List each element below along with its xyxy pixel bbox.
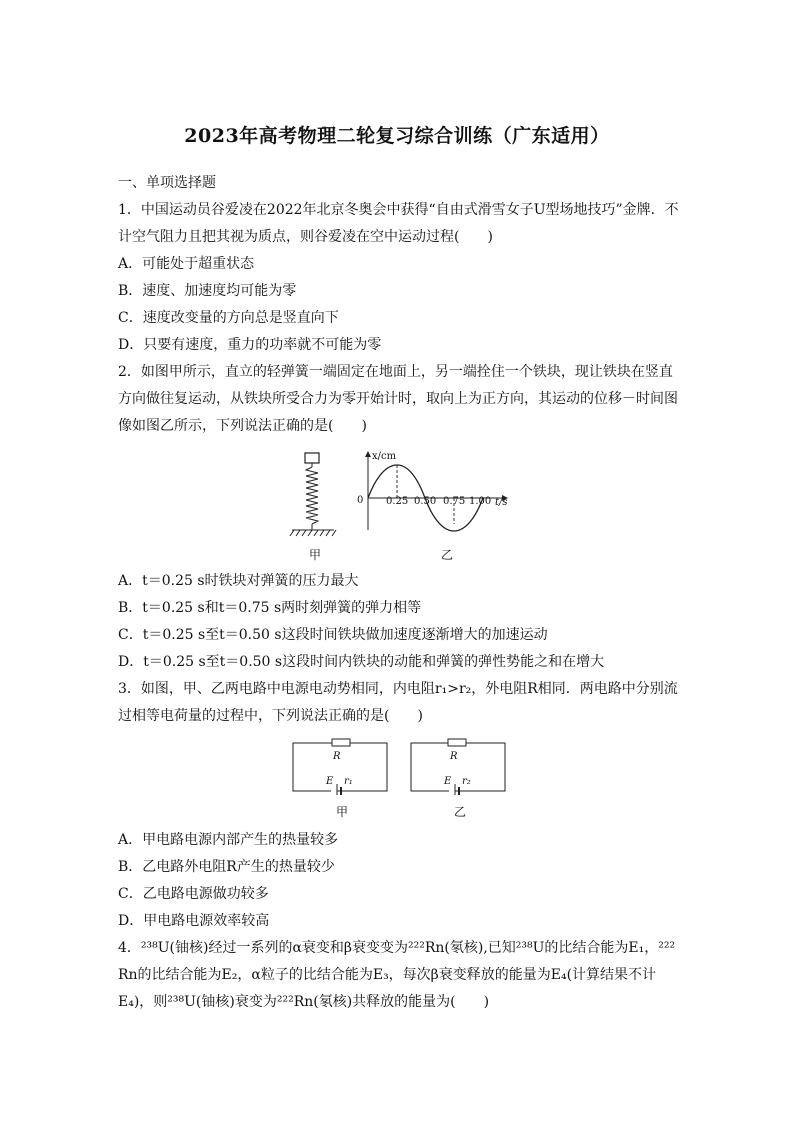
q1-stem-line1: 1．中国运动员谷爱凌在2022年北京冬奥会中获得“自由式滑雪女子U型场地技巧”金牌．不 xyxy=(118,202,679,218)
section-heading: 一、单项选择题 xyxy=(118,175,216,191)
fig3-caption-left: 甲 xyxy=(336,805,349,819)
q1-option-d: D．只要有速度，重力的功率就不可能为零 xyxy=(118,337,382,353)
emf-label: E xyxy=(326,776,334,787)
q1-stem-line2: 计空气阻力且把其视为质点，则谷爱凌在空中运动过程( ) xyxy=(118,229,493,245)
q4-stem-line3: E₄)，则²³⁸U(铀核)衰变为²²²Rn(氡核)共释放的能量为( ) xyxy=(118,994,490,1010)
resistor-r xyxy=(332,739,350,746)
resistor-label: R xyxy=(333,751,341,762)
q3-option-b: B．乙电路外电阻R产生的热量较少 xyxy=(118,859,335,875)
q3-option-c: C．乙电路电源做功较多 xyxy=(118,886,269,902)
q2-option-d: D．t＝0.25 s至t＝0.50 s这段时间内铁块的动能和弹簧的弹性势能之和在增大 xyxy=(118,654,605,670)
q2-option-a: A．t＝0.25 s时铁块对弹簧的压力最大 xyxy=(118,573,359,589)
y-axis-label: x/cm xyxy=(372,451,397,462)
spring-coil xyxy=(306,467,318,524)
q1-option-c: C．速度改变量的方向总是竖直向下 xyxy=(118,310,339,326)
q4-stem-line1: 4．²³⁸U(铀核)经过一系列的α衰变和β衰变变为²²²Rn(氡核),已知²³⁸U的比结合能为E₁，²²² xyxy=(118,940,676,956)
spring-block-figure xyxy=(280,450,350,545)
q3-option-d: D．甲电路电源效率较高 xyxy=(118,913,270,929)
resistor-label: R xyxy=(450,751,458,762)
circuit-wire xyxy=(411,743,505,791)
fig2-caption-right: 乙 xyxy=(441,548,454,562)
tick-0-75: 0.75 xyxy=(443,496,466,507)
q3-stem-line2: 过相等电荷量的过程中，下列说法正确的是( ) xyxy=(118,708,423,724)
internal-r2-label: r₂ xyxy=(462,776,471,787)
circuit-yi xyxy=(408,737,510,795)
q2-option-b: B．t＝0.25 s和t＝0.75 s两时刻弹簧的弹力相等 xyxy=(118,600,422,616)
q3-stem-line1: 3．如图，甲、乙两电路中电源电动势相同，内电阻r₁>r₂，外电阻R相同．两电路中分别流 xyxy=(118,681,678,697)
circuit-jia xyxy=(290,737,392,795)
q2-stem-line1: 2．如图甲所示，直立的轻弹簧一端固定在地面上，另一端拴住一个铁块，现让铁块在竖直 xyxy=(118,364,673,380)
iron-block xyxy=(305,453,319,463)
q4-stem-line2: Rn的比结合能为E₂，α粒子的比结合能为E₃，每次β衰变释放的能量为E₄(计算结果不计 xyxy=(118,967,657,983)
resistor-r xyxy=(448,739,466,746)
tick-0-25: 0.25 xyxy=(386,496,409,507)
q2-stem-line3: 像如图乙所示，下列说法正确的是( ) xyxy=(118,418,367,434)
tick-1-00: 1.00 xyxy=(469,496,492,507)
internal-r1-label: r₁ xyxy=(344,776,353,787)
q2-stem-line2: 方向做往复运动，从铁块所受合力为零开始计时，取向上为正方向，其运动的位移－时间图 xyxy=(118,391,678,407)
q1-option-a: A．可能处于超重状态 xyxy=(118,256,255,272)
tick-0-50: 0.50 xyxy=(414,496,437,507)
q2-option-c: C．t＝0.25 s至t＝0.50 s这段时间铁块做加速度逐渐增大的加速运动 xyxy=(118,627,548,643)
ground-hatching xyxy=(290,530,336,536)
origin-label: 0 xyxy=(357,495,364,506)
page-title: 2023年高考物理二轮复习综合训练（广东适用） xyxy=(184,125,610,147)
emf-label: E xyxy=(444,776,452,787)
x-axis-label: t/s xyxy=(495,497,508,508)
displacement-time-graph xyxy=(352,448,522,538)
fig2-caption-left: 甲 xyxy=(309,548,322,562)
q3-option-a: A．甲电路电源内部产生的热量较多 xyxy=(118,832,339,848)
fig3-caption-right: 乙 xyxy=(454,805,467,819)
q1-option-b: B．速度、加速度均可能为零 xyxy=(118,283,297,299)
